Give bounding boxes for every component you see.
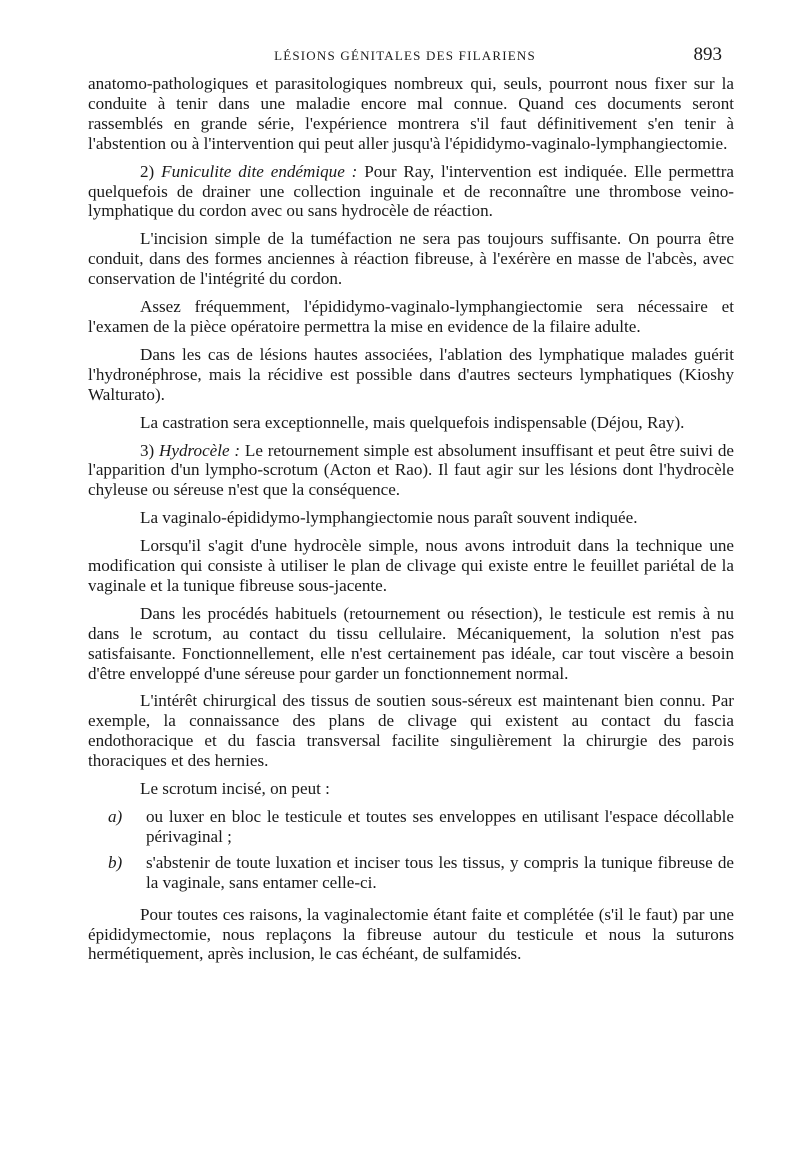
list-item — [88, 853, 734, 893]
section-title: Funiculite dite endémique : — [161, 161, 358, 181]
paragraph: anatomo-pathologiques et parasitologiques nombreux qui, seuls, pourront nous fixer sur la conduite à tenir dans une maladie encore mal connue. Quand ces documents seront rassemblés en grande série, l'expérience montrera s'il faut définitivement s'en tenir à l'abstention ou à l'intervention qui peut aller jusqu'à l'épididymo-vaginalo-lymphangiectomie. — [88, 74, 734, 153]
section-text: Pour Ray, l'intervention est indiquée. Elle permettra quelquefois de drainer une collection inguinale et de reconnaître une thrombose veino-lymphatique du cordon avec ou sans hydrocèle de réaction. — [88, 161, 734, 221]
option-list — [88, 807, 734, 893]
paragraph: L'intérêt chirurgical des tissus de soutien sous-séreux est maintenant bien connu. Par exemple, la connaissance des plans de clivage qui existent au contact du fascia endothoracique et du fascia transversal facilite singulièrement la chirurgie des parois thoraciques et des hernies. — [88, 691, 734, 771]
paragraph: La vaginalo-épididymo-lymphangiectomie nous paraît souvent indiquée. — [140, 508, 638, 528]
paragraph-funiculite — [88, 162, 734, 222]
paragraph-hydrocele — [88, 441, 734, 501]
list-marker: a) — [108, 807, 123, 826]
body-text — [88, 74, 734, 972]
section-number: 2) — [140, 161, 155, 181]
paragraph: Lorsqu'il s'agit d'une hydrocèle simple, nous avons introduit dans la technique une modification qui consiste à utiliser le plan de clivage qui existe entre le feuillet pariétal de la vaginale et la tunique fibreuse sous-jacente. — [88, 536, 734, 595]
list-marker: b) — [108, 852, 123, 872]
paragraph: Le scrotum incisé, on peut : — [140, 779, 330, 799]
paragraph: L'incision simple de la tuméfaction ne sera pas toujours suffisante. On pourra être conduit, dans des formes anciennes à réaction fibreuse, à l'exérère en masse de l'abcès, avec conservation de l'intégrité du cordon. — [88, 229, 734, 289]
running-title: LÉSIONS GÉNITALES DES FILARIENS — [274, 48, 536, 63]
page-header — [88, 44, 722, 68]
list-item — [88, 807, 734, 847]
section-number: 3) — [140, 440, 155, 460]
paragraph: Dans les procédés habituels (retournement ou résection), le testicule est remis à nu dans le scrotum, au contact du tissu cellulaire. Mécaniquement, la solution n'est pas satisfaisante. Fonctionnellement, elle n'est certainement pas idéale, car tout viscère a besoin d'être enveloppé d'une séreuse pour garder un fonctionnement normal. — [88, 603, 734, 683]
paragraph: La castration sera exceptionnelle, mais quelquefois indispensable (Déjou, Ray). — [140, 412, 685, 432]
page-number: 893 — [693, 44, 722, 65]
paragraph: Assez fréquemment, l'épididymo-vaginalo-lymphangiectomie sera nécessaire et l'examen de la pièce opératoire permettra la mise en evidence de la filaire adulte. — [88, 297, 734, 336]
list-item-text: s'abstenir de toute luxation et inciser tous les tissus, y compris la tunique fibreuse de la vaginale, sans entamer celle-ci. — [146, 852, 734, 892]
section-text: Le retournement simple est absolument insuffisant et peut être suivi de l'apparition d'un lympho-scrotum (Acton et Rao). Il faut agir sur les lésions dont l'hydrocèle chyleuse ou séreuse n'est que la conséquence. — [88, 440, 734, 500]
paragraph: Pour toutes ces raisons, la vaginalectomie étant faite et complétée (s'il le faut) par une épididymectomie, nous replaçons la fibreuse autour du testicule et nous la suturons hermétiquement, après inclusion, le cas échéant, de sulfamidés. — [88, 904, 734, 964]
list-item-text: ou luxer en bloc le testicule et toutes ses enveloppes en utilisant l'espace décollable périvaginal ; — [146, 807, 734, 846]
paragraph: Dans les cas de lésions hautes associées, l'ablation des lymphatique malades guérit l'hydronéphrose, mais la récidive est possible dans d'autres secteurs lymphatiques (Kioshy Walturato). — [88, 344, 734, 404]
section-title: Hydrocèle : — [159, 440, 241, 460]
